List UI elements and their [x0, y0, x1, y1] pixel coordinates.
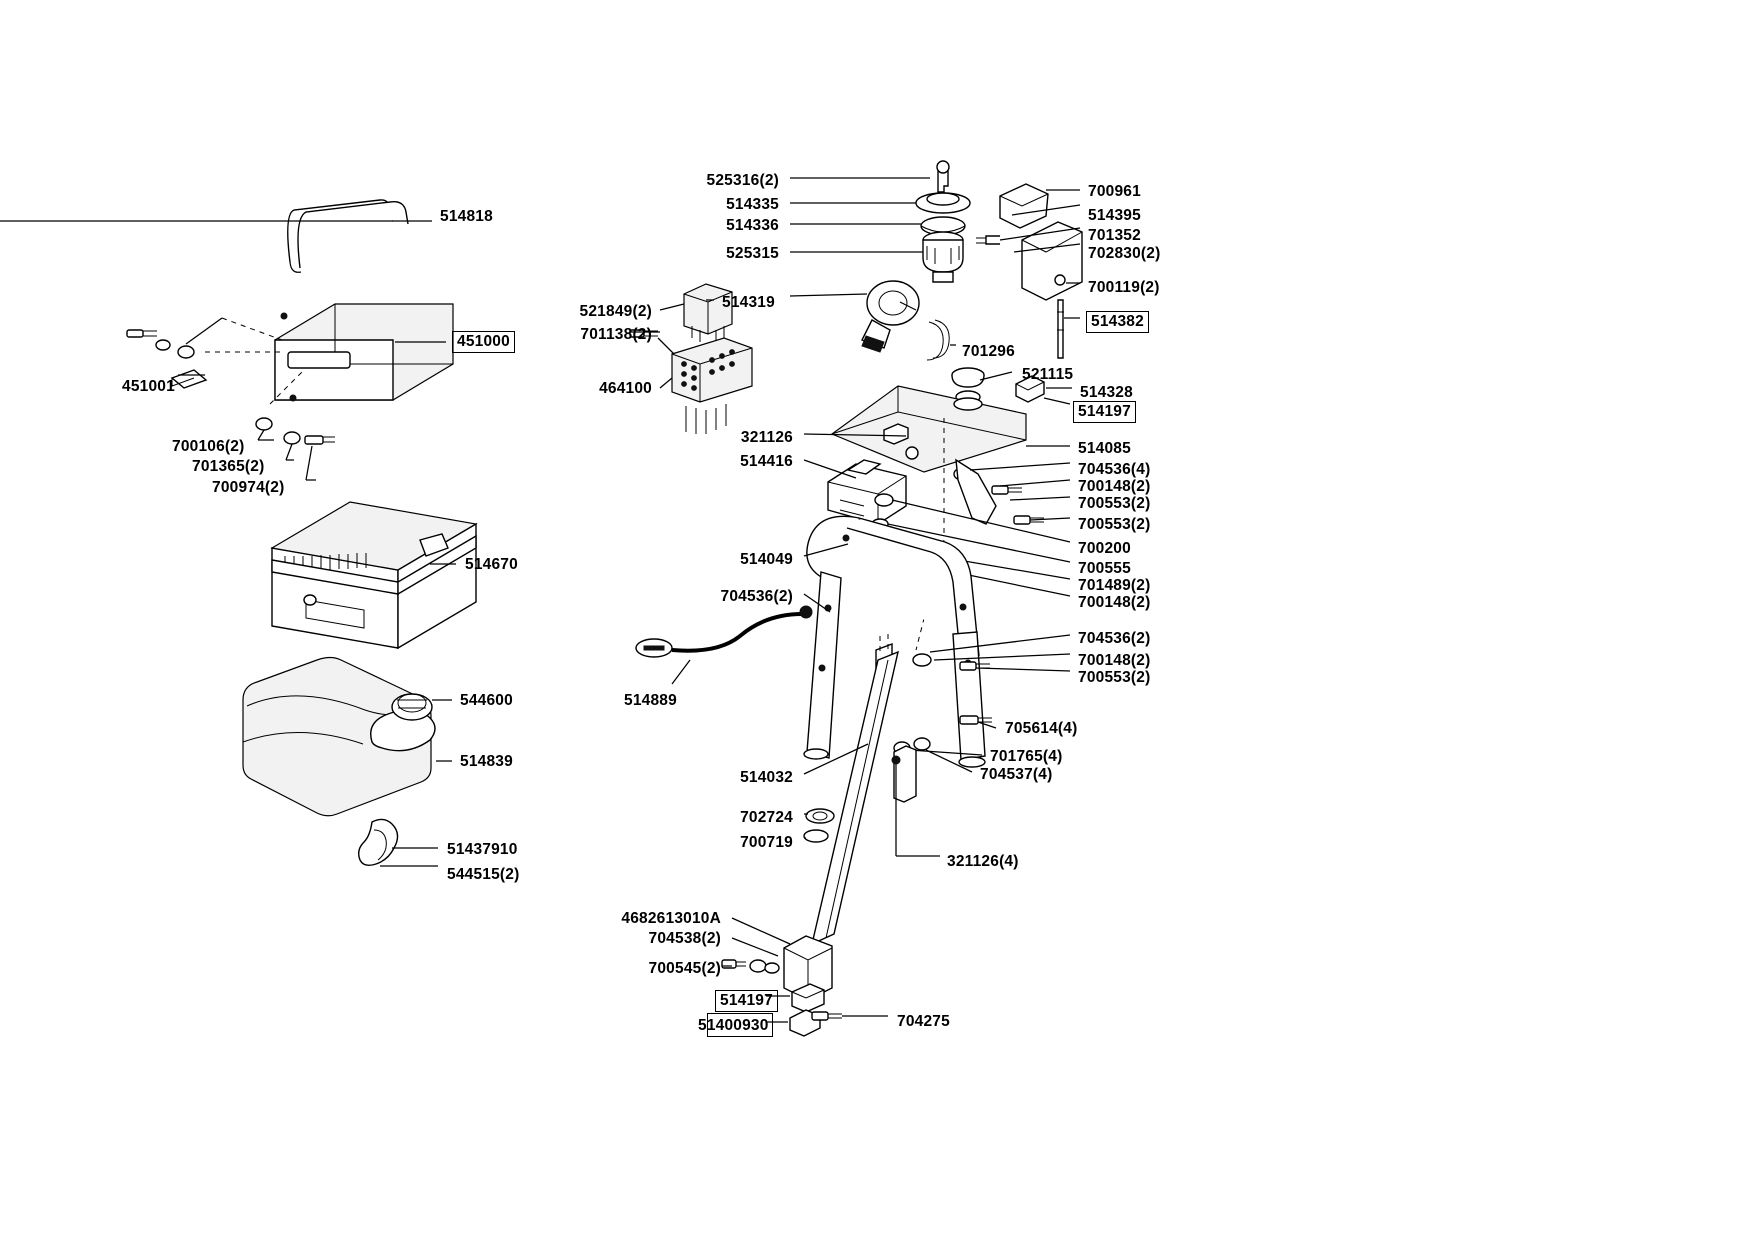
label-4682613010A: 4682613010A — [621, 910, 721, 927]
label-514197-top: 514197 — [1073, 403, 1136, 421]
label-700148-c: 700148(2) — [1078, 652, 1151, 669]
part-525316-key — [790, 161, 949, 192]
label-525316: 525316(2) — [706, 172, 779, 189]
label-701352: 701352 — [1088, 227, 1141, 244]
label-521849: 521849(2) — [579, 303, 652, 320]
label-544515: 544515(2) — [447, 866, 520, 883]
label-451001: 451001 — [122, 378, 175, 395]
label-700148-a: 700148(2) — [1078, 478, 1151, 495]
part-514049 — [804, 516, 985, 767]
label-701296: 701296 — [962, 343, 1015, 360]
label-702724: 702724 — [740, 809, 793, 826]
label-700961: 700961 — [1088, 183, 1141, 200]
label-700106: 700106(2) — [172, 438, 245, 455]
label-514839: 514839 — [460, 753, 513, 770]
label-514416: 514416 — [740, 453, 793, 470]
part-464100 — [660, 338, 752, 434]
label-321126-4: 321126(4) — [947, 853, 1019, 870]
label-702830: 702830(2) — [1088, 245, 1161, 262]
label-701365: 701365(2) — [192, 458, 265, 475]
label-514382: 514382 — [1086, 313, 1149, 331]
part-514319 — [790, 281, 956, 360]
label-704536-4: 704536(4) — [1078, 461, 1151, 478]
label-704537: 704537(4) — [980, 766, 1053, 783]
part-451000 — [275, 304, 453, 401]
label-514335: 514335 — [726, 196, 779, 213]
label-705614: 705614(4) — [1005, 720, 1078, 737]
label-700545: 700545(2) — [648, 960, 721, 977]
label-700553-a: 700553(2) — [1078, 495, 1151, 512]
label-514197-bottom: 514197 — [715, 992, 778, 1010]
label-514032: 514032 — [740, 769, 793, 786]
hardware-mid-right — [913, 635, 1070, 671]
part-525315-switch — [790, 232, 963, 282]
label-51437910: 51437910 — [447, 841, 518, 858]
part-bracket-700119 — [976, 184, 1082, 358]
label-700200: 700200 — [1078, 540, 1131, 557]
label-700553-b: 700553(2) — [1078, 516, 1151, 533]
label-514085: 514085 — [1078, 440, 1131, 457]
label-701138: 701138(2) — [580, 326, 652, 343]
label-514889: 514889 — [624, 692, 677, 709]
label-704536-2b: 704536(2) — [1078, 630, 1151, 647]
label-464100: 464100 — [599, 380, 652, 397]
label-525315: 525315 — [726, 245, 779, 262]
label-451000: 451000 — [452, 333, 515, 351]
label-700553-c: 700553(2) — [1078, 669, 1151, 686]
part-514335-nut — [790, 193, 970, 213]
label-321126: 321126 — [740, 429, 793, 446]
label-544600: 544600 — [460, 692, 513, 709]
part-514818 — [0, 200, 432, 272]
label-701489: 701489(2) — [1078, 577, 1151, 594]
label-514336: 514336 — [726, 217, 779, 234]
label-514319: 514319 — [722, 294, 775, 311]
label-704275: 704275 — [897, 1013, 950, 1030]
part-514416 — [804, 460, 906, 524]
label-514818: 514818 — [440, 208, 493, 225]
part-514889 — [636, 594, 830, 684]
label-514328: 514328 — [1080, 384, 1133, 401]
label-704536-2a: 704536(2) — [720, 588, 793, 605]
label-700555: 700555 — [1078, 560, 1131, 577]
part-514839 — [243, 658, 452, 867]
label-701765: 701765(4) — [990, 748, 1063, 765]
label-514395: 514395 — [1088, 207, 1141, 224]
label-704538: 704538(2) — [648, 930, 721, 947]
label-700719: 700719 — [740, 834, 793, 851]
label-514670: 514670 — [465, 556, 518, 573]
label-51400930: 51400930 — [698, 1017, 769, 1035]
label-700119: 700119(2) — [1088, 279, 1160, 296]
label-700148-b: 700148(2) — [1078, 594, 1151, 611]
label-514049: 514049 — [740, 551, 793, 568]
part-521849 — [660, 284, 732, 342]
part-514670 — [272, 502, 476, 648]
label-521115: 521115 — [1022, 366, 1074, 383]
label-700974: 700974(2) — [212, 479, 285, 496]
